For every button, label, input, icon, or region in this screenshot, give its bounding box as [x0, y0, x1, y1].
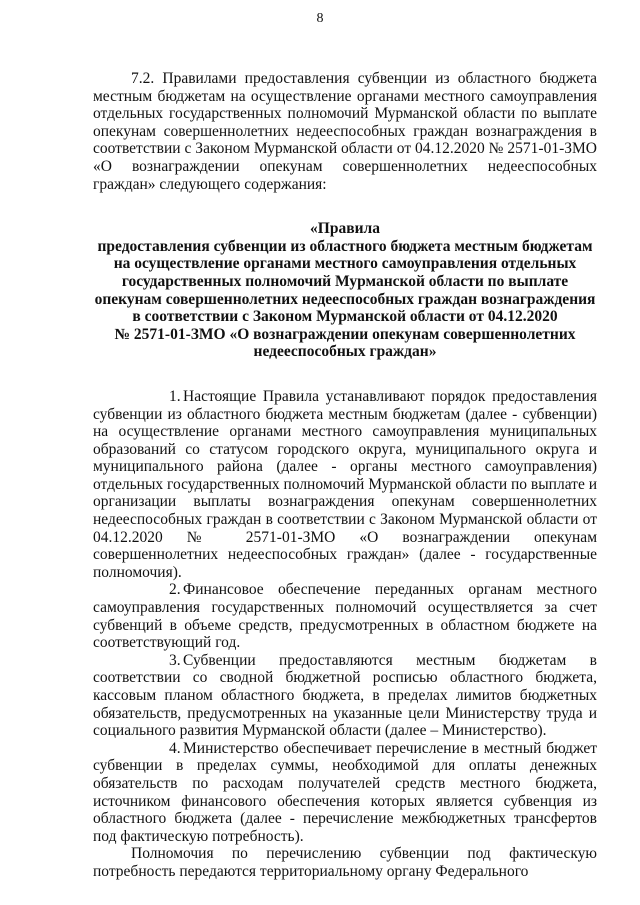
title-line: № 2571-01-ЗМО «О вознаграждении опекунам совершеннолетних: [114, 325, 576, 343]
rule-item: [93, 740, 597, 846]
item-text: Настоящие Правила устанавливают порядок предоставления субвенции из областного бюджета местным бюджетам (далее - субвенции) на осуществление органами местного самоуправления муниципальных образований со статусом городского округа, муниципального округа и муниципального района (далее - органы местного самоуправления) отдельных государственных полномочий Мурманской области по выплате и организации выплаты вознаграждения опекунам совершеннолетних недееспособных граждан в соответствии с Законом Мурманской области от 04.12.2020 № 2571-01-ЗМО «О вознаграждении опекунам совершеннолетних недееспособных граждан» (далее - государственные полномочия).: [93, 387, 597, 581]
item-text: Министерство обеспечивает перечисление в местный бюджет субвенции в пределах суммы, необходимой для оплаты денежных обязательств по расходам получателей средств местного бюджета, источником финансового обеспечения которых является субвенция из областного бюджета (далее - перечисление межбюджетных трансфертов под фактическую потребность).: [93, 739, 597, 845]
rule-item: [93, 388, 597, 582]
item-number: 1.: [169, 387, 181, 405]
rule-item: [93, 581, 597, 651]
rules-items: [93, 388, 597, 881]
last-paragraph: Полномочия по перечислению субвенции под фактическую потребность передаются территориальному органу Федерального: [93, 845, 597, 880]
document-body: [93, 70, 597, 881]
item-text: Субвенции предоставляются местным бюджетам в соответствии со сводной бюджетной росписью областного бюджета, кассовым планом областного бюджета, в пределах лимитов бюджетных обязательств, предусмотренных на указанные цели Министерству труда и социального развития Мурманской области (далее – Министерство).: [93, 651, 597, 740]
intro-paragraph: 7.2. Правилами предоставления субвенции из областного бюджета местным бюджетам на осуществление органами местного самоуправления отдельных государственных полномочий Мурманской области по выплате опекунам совершеннолетних недееспособных граждан вознаграждения в соответствии с Законом Мурманской области от 04.12.2020 № 2571-01-ЗМО «О вознаграждении опекунам совершеннолетних недееспособных граждан» следующего содержания:: [93, 70, 597, 193]
title-line: опекунам совершеннолетних недееспособных граждан вознаграждения: [94, 290, 596, 308]
item-text: Финансовое обеспечение переданных органам местного самоуправления государственных полномочий осуществляется за счет субвенций в объеме средств, предусмотренных в областном бюджете на соответствующий год.: [93, 581, 597, 652]
item-number: 4.: [169, 739, 181, 757]
item-number: 2.: [169, 581, 181, 599]
item-number: 3.: [169, 651, 181, 669]
rule-item: [93, 652, 597, 740]
title-line: «Правила: [310, 220, 380, 238]
title-line: государственных полномочий Мурманской области по выплате: [121, 272, 569, 290]
title-line: на осуществление органами местного самоуправления отдельных: [113, 255, 577, 273]
title-line: предоставления субвенции из областного бюджета местным бюджетам: [97, 237, 593, 255]
title-line: в соответствии с Законом Мурманской области от 04.12.2020: [132, 308, 558, 326]
title-line: недееспособных граждан»: [253, 343, 437, 361]
rules-title: [93, 220, 597, 361]
page-number: 8: [316, 11, 324, 26]
